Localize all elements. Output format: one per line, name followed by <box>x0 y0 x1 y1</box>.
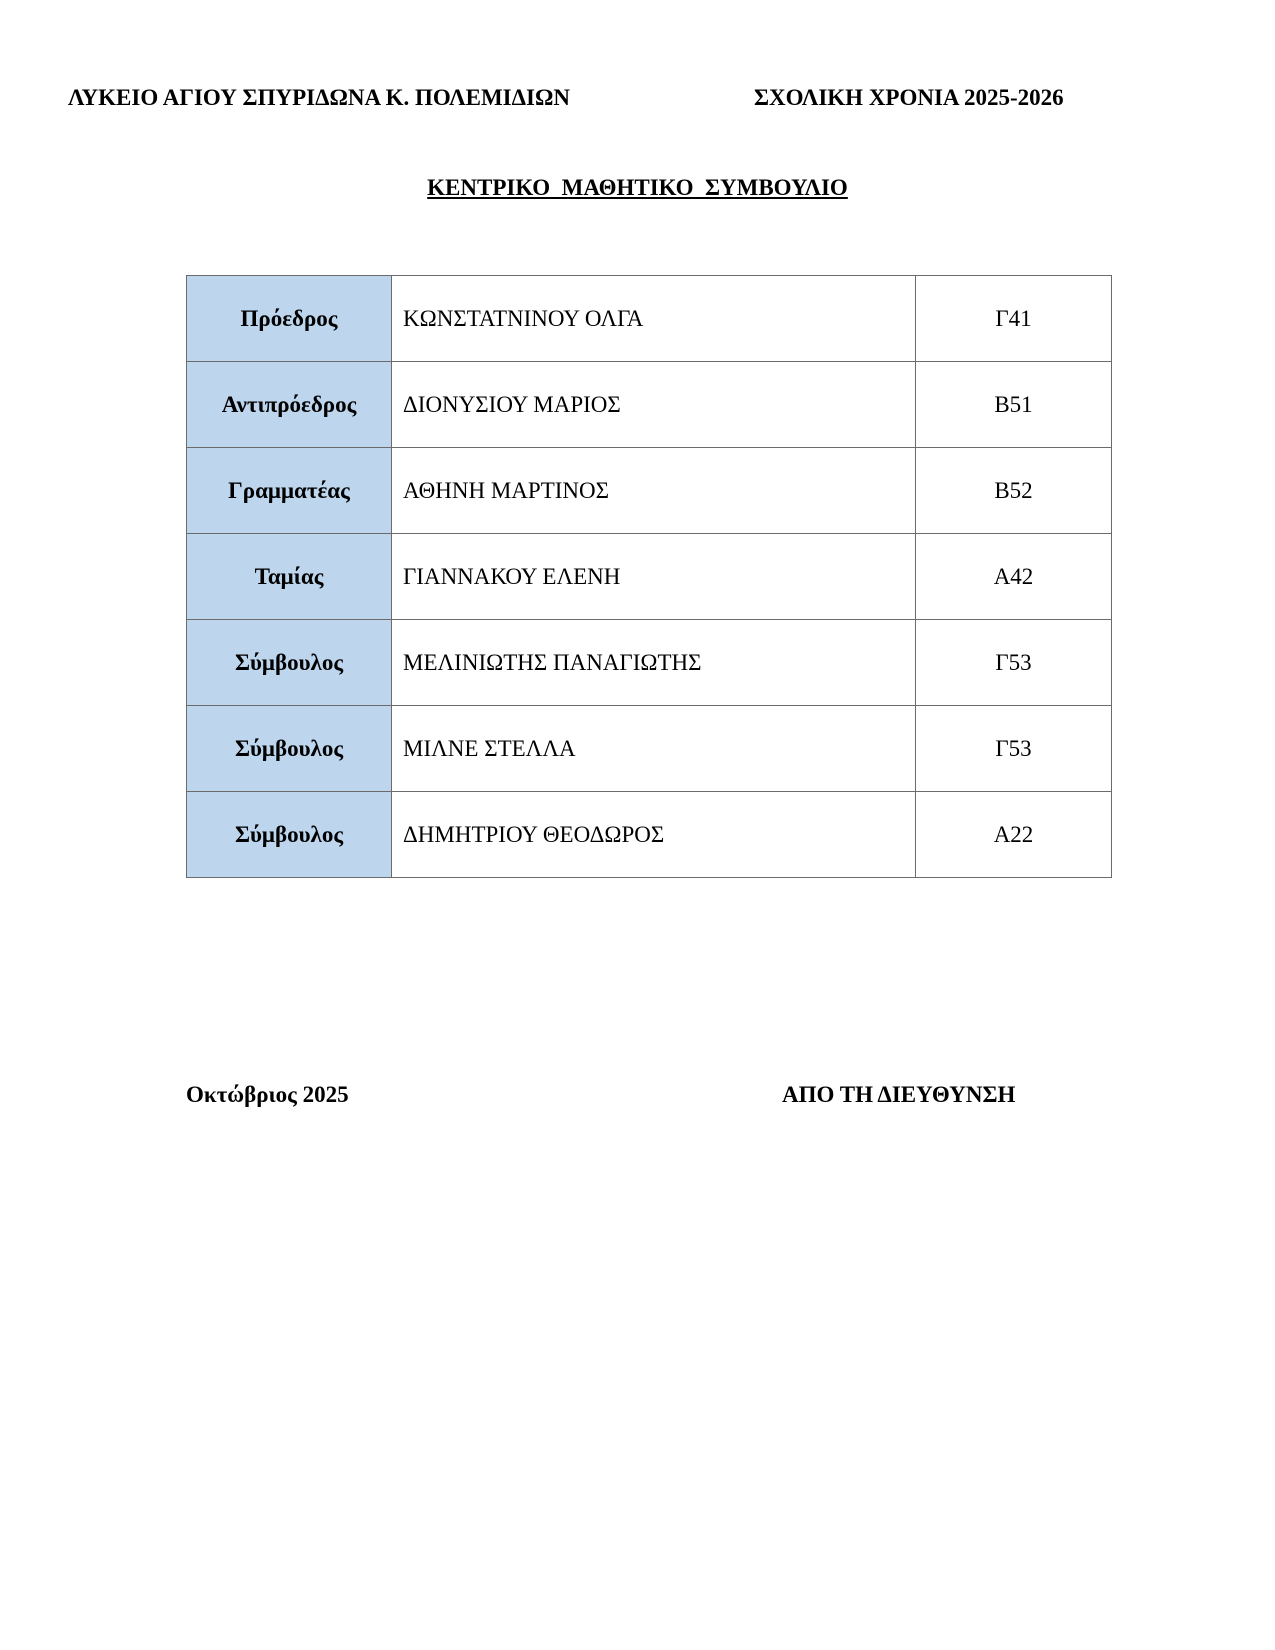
name-cell: ΜΙΛΝΕ ΣΤΕΛΛΑ <box>392 706 916 792</box>
name-cell: ΜΕΛΙΝΙΩΤΗΣ ΠΑΝΑΓΙΩΤΗΣ <box>392 620 916 706</box>
class-cell: Β51 <box>916 362 1112 448</box>
name-cell: ΑΘΗΝΗ ΜΑΡΤΙΝΟΣ <box>392 448 916 534</box>
table-row <box>187 706 1112 792</box>
council-members-table <box>186 275 1112 878</box>
class-cell: Γ53 <box>916 706 1112 792</box>
role-cell: Γραμματέας <box>187 448 392 534</box>
class-cell: Γ53 <box>916 620 1112 706</box>
signature-line: ΑΠΟ ΤΗ ΔΙΕΥΘΥΝΣΗ <box>782 1082 1016 1107</box>
role-cell: Αντιπρόεδρος <box>187 362 392 448</box>
school-name: ΛΥΚΕΙΟ ΑΓΙΟΥ ΣΠΥΡΙΔΩΝΑ Κ. ΠΟΛΕΜΙΔΙΩΝ <box>68 85 571 110</box>
table-row <box>187 362 1112 448</box>
class-cell: Α22 <box>916 792 1112 878</box>
table-row <box>187 620 1112 706</box>
table-row <box>187 534 1112 620</box>
table-row <box>187 792 1112 878</box>
class-cell: Α42 <box>916 534 1112 620</box>
name-cell: ΓΙΑΝΝΑΚΟΥ ΕΛΕΝΗ <box>392 534 916 620</box>
role-cell: Σύμβουλος <box>187 706 392 792</box>
role-cell: Σύμβουλος <box>187 620 392 706</box>
issue-date: Οκτώβριος 2025 <box>186 1082 349 1107</box>
name-cell: ΔΙΟΝΥΣΙΟΥ ΜΑΡΙΟΣ <box>392 362 916 448</box>
class-cell: Β52 <box>916 448 1112 534</box>
role-cell: Ταμίας <box>187 534 392 620</box>
table-row <box>187 276 1112 362</box>
class-cell: Γ41 <box>916 276 1112 362</box>
name-cell: ΚΩΝΣΤΑΤΝΙΝΟΥ ΟΛΓΑ <box>392 276 916 362</box>
role-cell: Σύμβουλος <box>187 792 392 878</box>
role-cell: Πρόεδρος <box>187 276 392 362</box>
table-row <box>187 448 1112 534</box>
page-title: ΚΕΝΤΡΙΚΟ ΜΑΘΗΤΙΚΟ ΣΥΜΒΟΥΛΙΟ <box>427 175 848 200</box>
name-cell: ΔΗΜΗΤΡΙΟΥ ΘΕΟΔΩΡΟΣ <box>392 792 916 878</box>
school-year: ΣΧΟΛΙΚΗ ΧΡΟΝΙΑ 2025-2026 <box>754 85 1064 110</box>
